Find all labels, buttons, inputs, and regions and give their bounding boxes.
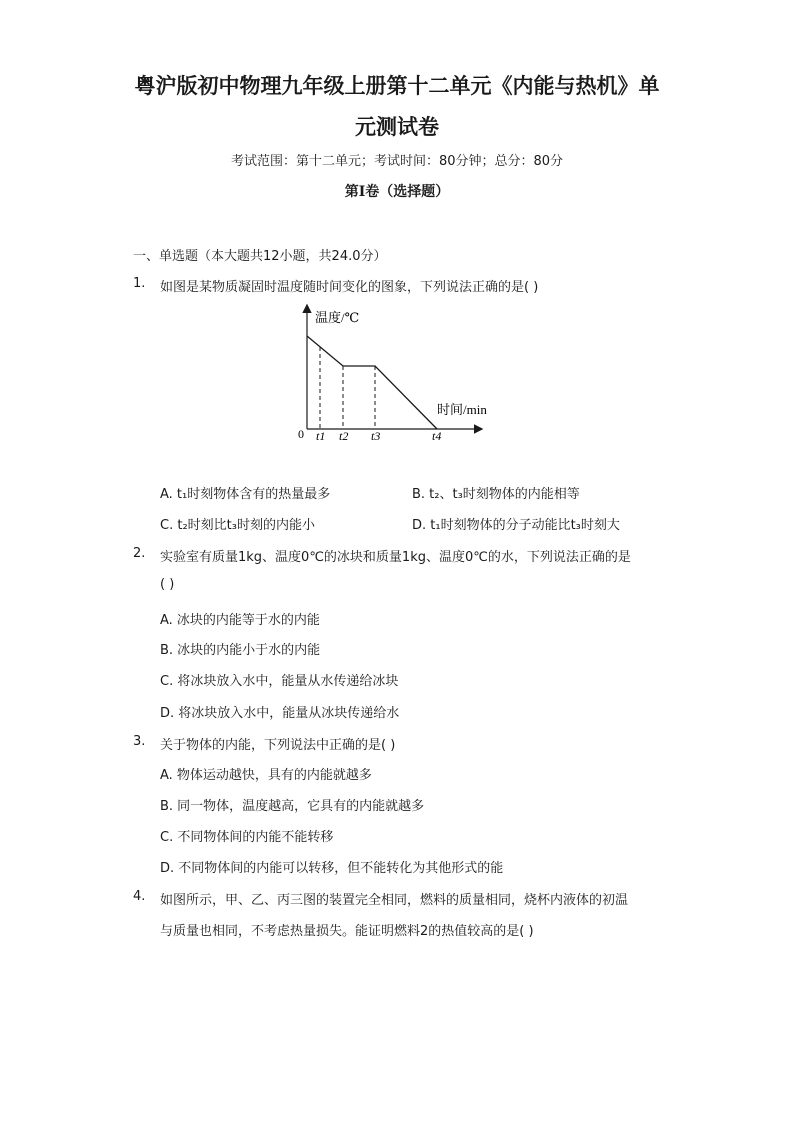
question-3-number: 3. — [133, 734, 146, 749]
question-1-figure — [295, 300, 535, 450]
question-3-option-b[interactable]: B. 同一物体，温度越高，它具有的内能就越多 — [160, 799, 425, 814]
question-1-option-a[interactable]: A. t₁时刻物体含有的热量最多 — [160, 487, 331, 502]
question-4-stem-line1: 如图所示，甲、乙、丙三图的装置完全相同，燃料的质量相同，烧杯内液体的初温 — [160, 893, 629, 908]
question-1-option-c[interactable]: C. t₂时刻比t₃时刻的内能小 — [160, 518, 315, 533]
y-axis-label: 温度/℃ — [315, 310, 360, 325]
tick-t1: t1 — [316, 429, 326, 443]
question-2-option-b[interactable]: B. 冰块的内能小于水的内能 — [160, 643, 321, 658]
question-1-number: 1. — [133, 276, 146, 291]
question-4-stem-line2: 与质量也相同，不考虑热量损失。能证明燃料2的热值较高的是( ) — [160, 924, 534, 939]
question-1-stem: 如图是某物质凝固时温度随时间变化的图象，下列说法正确的是( ) — [160, 280, 539, 295]
tick-t3: t3 — [371, 429, 381, 443]
question-1-option-b[interactable]: B. t₂、t₃时刻物体的内能相等 — [412, 487, 580, 502]
question-2-number: 2. — [133, 546, 146, 561]
question-2-stem-line2: ( ) — [160, 577, 175, 592]
question-3-option-a[interactable]: A. 物体运动越快，具有的内能就越多 — [160, 768, 372, 783]
tick-t2: t2 — [339, 429, 349, 443]
cooling-curve — [307, 336, 437, 429]
question-3-stem: 关于物体的内能，下列说法中正确的是( ) — [160, 738, 396, 753]
question-3-option-c[interactable]: C. 不同物体间的内能不能转移 — [160, 830, 334, 845]
question-1-option-d[interactable]: D. t₁时刻物体的分子动能比t₃时刻大 — [412, 518, 620, 533]
question-2-option-c[interactable]: C. 将冰块放入水中，能量从水传递给冰块 — [160, 674, 399, 689]
section-heading: 一、单选题（本大题共12小题，共24.0分） — [133, 249, 387, 264]
question-3-option-d[interactable]: D. 不同物体间的内能可以转移，但不能转化为其他形式的能 — [160, 861, 504, 876]
exam-title-line2: 元测试卷 — [355, 114, 439, 139]
x-axis-label: 时间/min — [437, 402, 487, 417]
tick-t4: t4 — [432, 429, 442, 443]
exam-info: 考试范围：第十二单元；考试时间：80分钟；总分：80分 — [230, 154, 564, 169]
question-2-option-a[interactable]: A. 冰块的内能等于水的内能 — [160, 613, 320, 628]
question-2-option-d[interactable]: D. 将冰块放入水中，能量从冰块传递给水 — [160, 706, 400, 721]
question-4-number: 4. — [133, 889, 146, 904]
question-2-stem-line1: 实验室有质量1kg、温度0℃的冰块和质量1kg、温度0℃的水，下列说法正确的是 — [160, 550, 631, 565]
volume-heading: 第I卷（选择题） — [344, 184, 450, 200]
exam-title-line1: 粤沪版初中物理九年级上册第十二单元《内能与热机》单 — [134, 73, 660, 98]
origin-label: 0 — [298, 427, 304, 441]
